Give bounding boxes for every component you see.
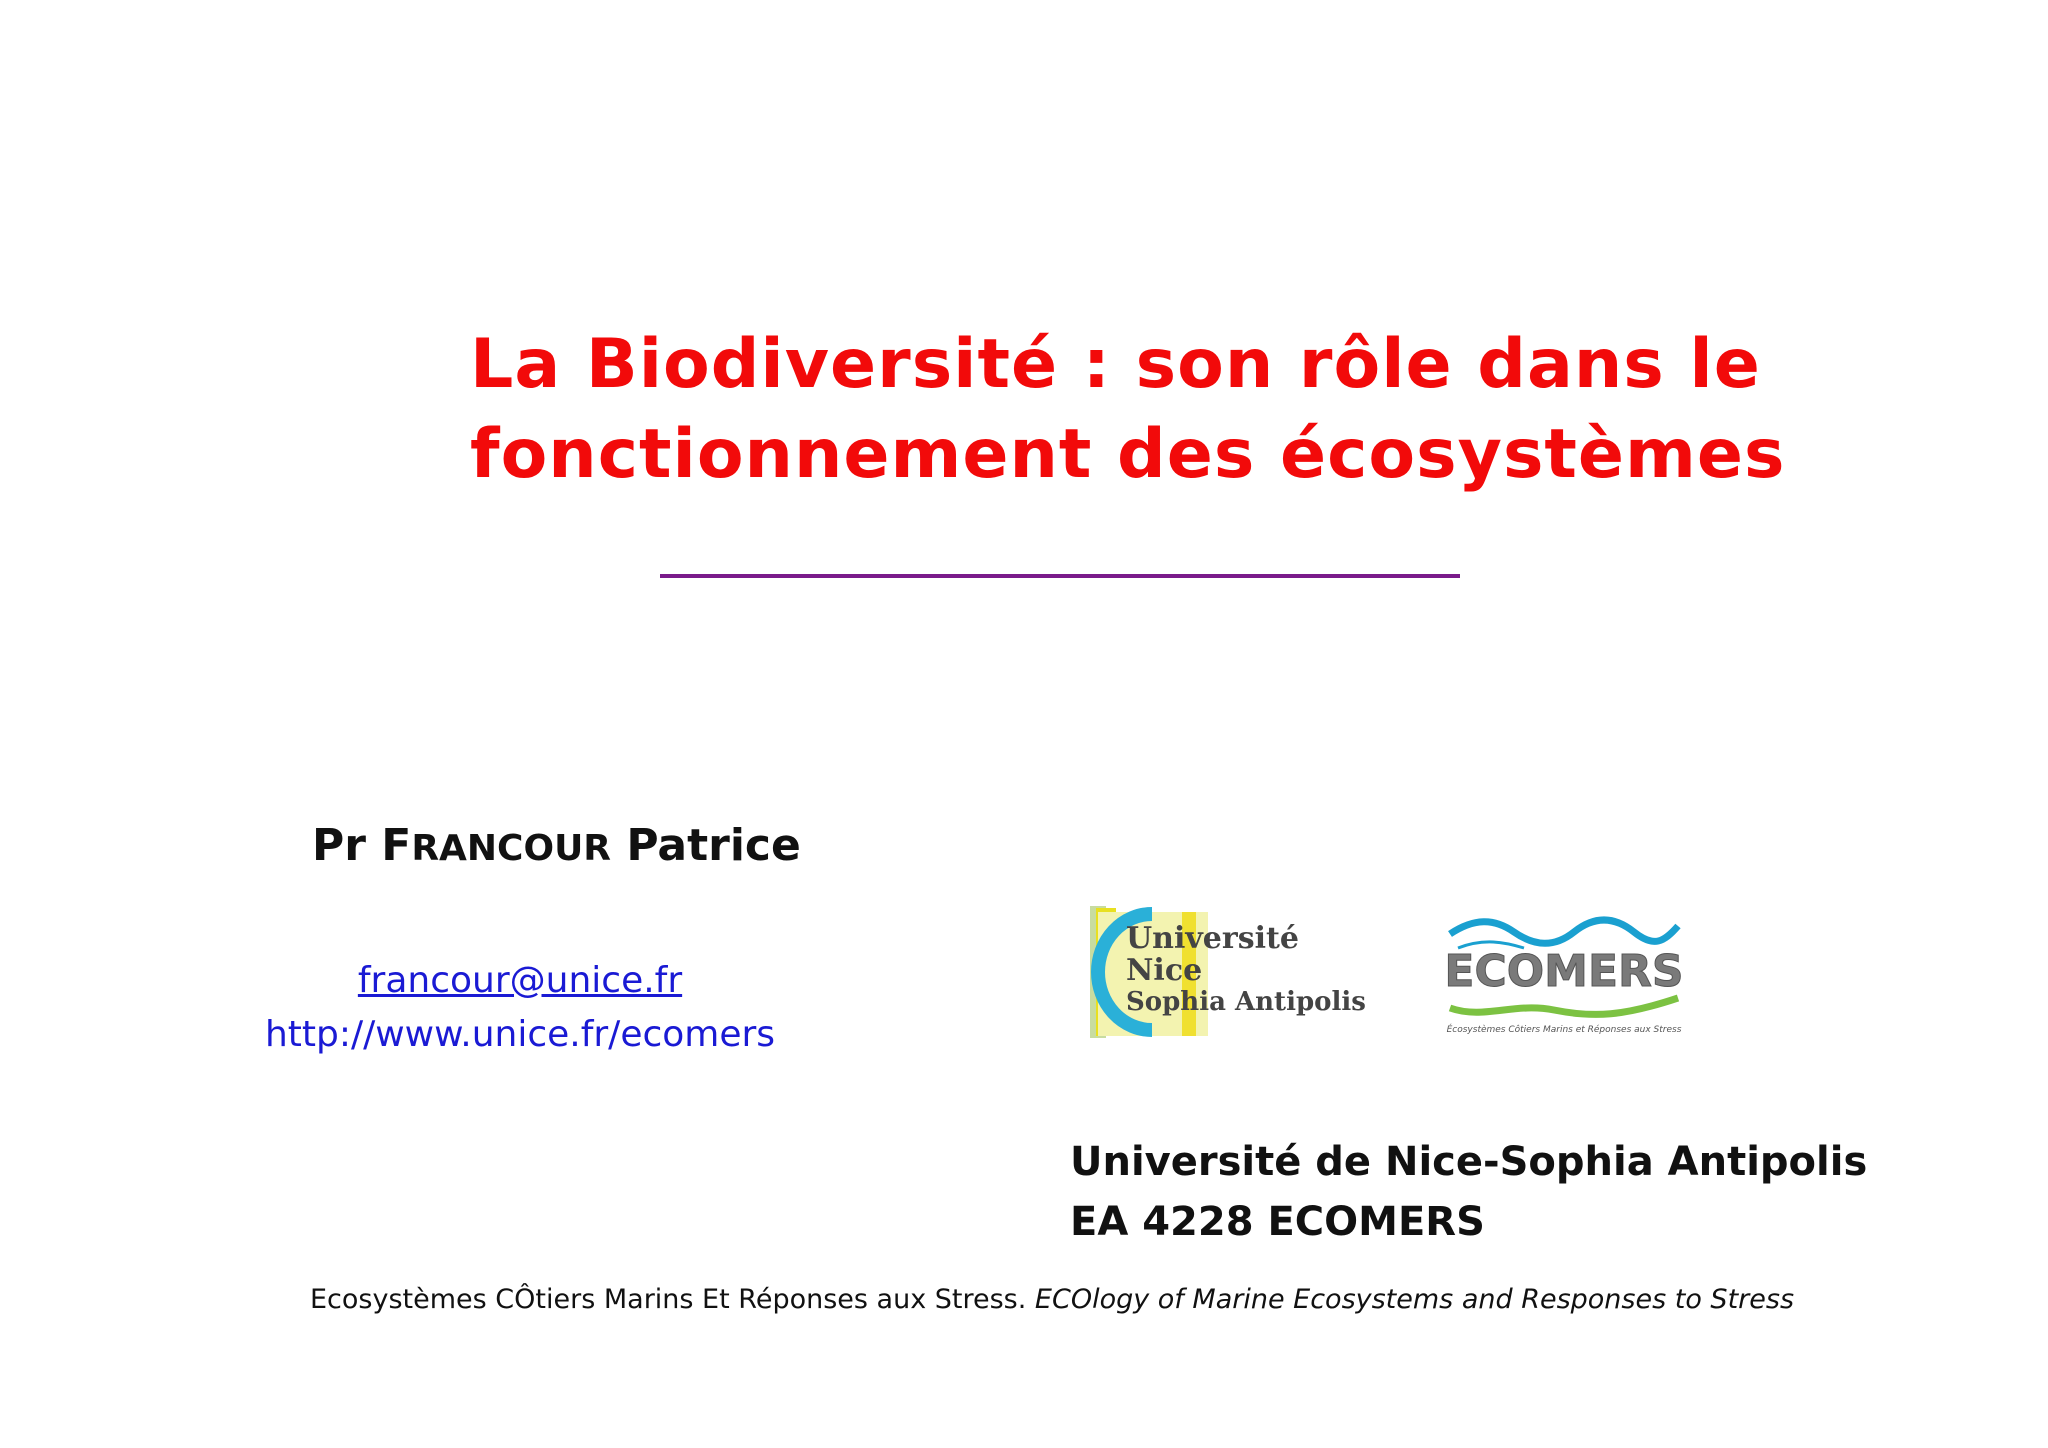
footer-english: ECOlogy of Marine Ecosystems and Responses to Stress	[1034, 1284, 1795, 1315]
author-surname-rest: RANCOUR	[411, 828, 612, 869]
footer-text	[310, 1284, 1794, 1315]
affiliation-block	[1070, 1132, 1867, 1252]
author-prefix: Pr	[312, 820, 382, 871]
website-url[interactable]: http://www.unice.fr/ecomers	[264, 1014, 776, 1055]
author-given-name: Patrice	[611, 820, 801, 871]
university-logo	[1090, 906, 1366, 1038]
footer-french: Ecosystèmes CÔtiers Marins Et Réponses aux Stress.	[310, 1284, 1035, 1315]
title-divider	[660, 574, 1460, 578]
affiliation-university: Université de Nice-Sophia Antipolis	[1070, 1139, 1868, 1185]
author-surname-initial: F	[381, 820, 412, 871]
contact-block	[200, 954, 840, 1062]
title-line-2: fonctionnement des écosystèmes	[470, 415, 1786, 494]
ecomers-logo-tagline: Écosystèmes Côtiers Marins et Réponses aux Stress	[1446, 1025, 1682, 1035]
title-line-1: La Biodiversité : son rôle dans le	[470, 325, 1761, 404]
author-name	[312, 820, 801, 871]
university-logo-line-2: Nice	[1126, 953, 1203, 988]
slide-title	[470, 320, 1786, 500]
ecomers-logo	[1444, 912, 1684, 1040]
ecomers-logo-text: ECOMERS	[1444, 946, 1684, 997]
university-logo-line-1: Université	[1126, 921, 1299, 956]
affiliation-lab: EA 4228 ECOMERS	[1070, 1199, 1485, 1245]
email-link[interactable]: francour@unice.fr	[357, 960, 683, 1001]
university-logo-line-3: Sophia Antipolis	[1126, 987, 1366, 1017]
